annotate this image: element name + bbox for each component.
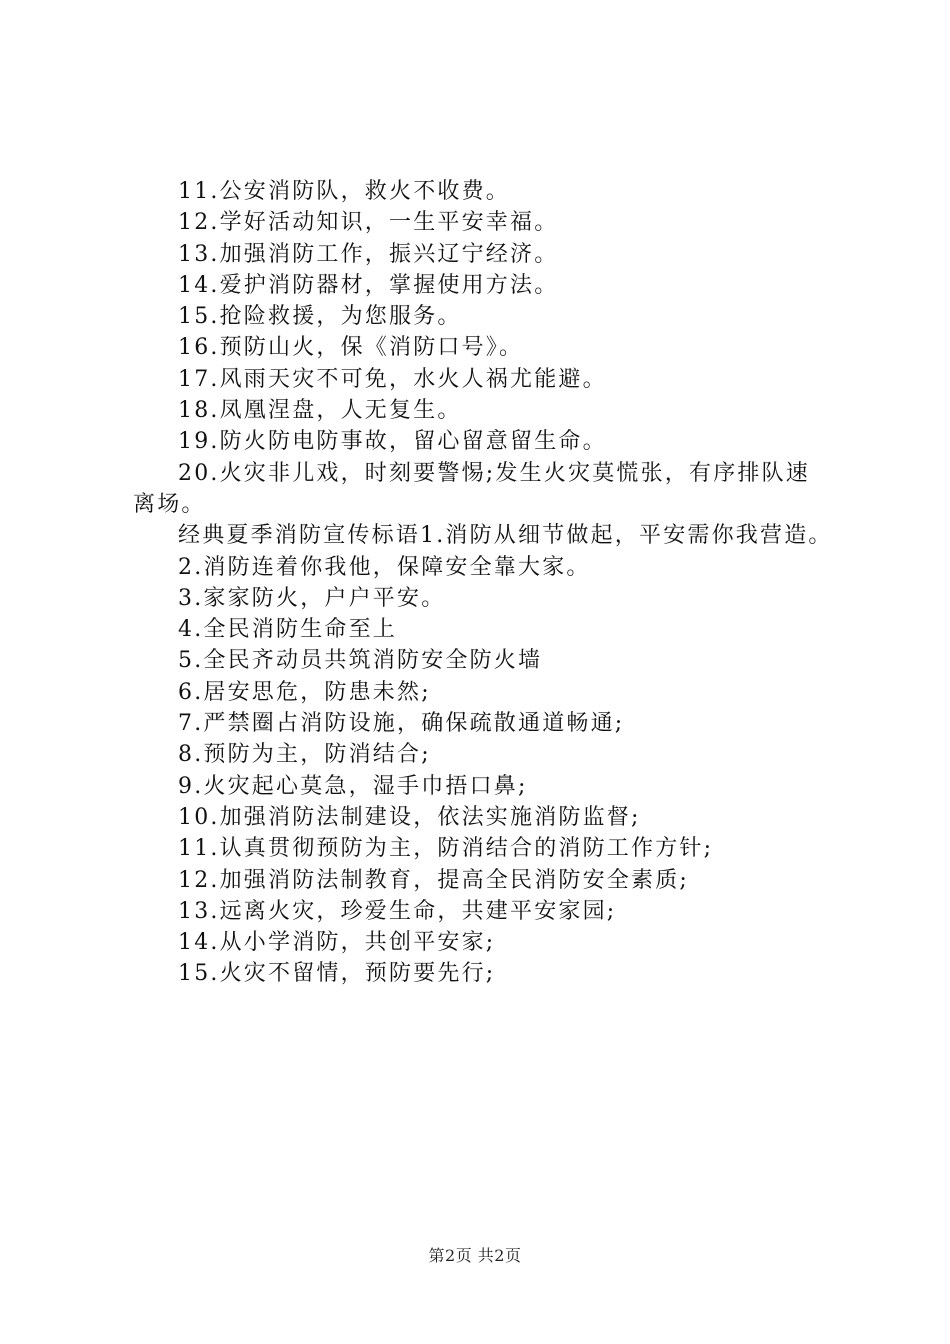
list-item: 12.学好活动知识，一生平安幸福。 — [178, 210, 559, 236]
list-item: 5.全民齐动员共筑消防安全防火墙 — [178, 648, 543, 674]
list-item: 15.火灾不留情，预防要先行; — [178, 961, 496, 987]
list-item: 11.认真贯彻预防为主，防消结合的消防工作方针; — [178, 836, 714, 862]
list-item: 6.居安思危，防患未然; — [178, 679, 431, 705]
list-item: 3.家家防火，户户平安。 — [178, 585, 446, 611]
list-item: 8.预防为主，防消结合; — [178, 742, 431, 768]
list-item: 9.火灾起心莫急，湿手巾捂口鼻; — [178, 773, 528, 799]
list-item: 14.从小学消防，共创平安家; — [178, 930, 496, 956]
list-item: 14.爱护消防器材，掌握使用方法。 — [178, 272, 559, 298]
section-heading-paragraph: 经典夏季消防宣传标语1.消防从细节做起，平安需你我营造。 — [178, 523, 833, 549]
list-item: 2.消防连着你我他，保障安全靠大家。 — [178, 554, 591, 580]
list-item: 13.远离火灾，珍爱生命，共建平安家园; — [178, 898, 617, 924]
list-item: 13.加强消防工作，振兴辽宁经济。 — [178, 241, 559, 267]
list-item: 18.凤凰涅盘，人无复生。 — [178, 398, 462, 424]
list-item: 16.预防山火，保《消防口号》。 — [178, 335, 524, 361]
document-body — [133, 176, 833, 990]
list-item: 12.加强消防法制教育，提高全民消防安全素质; — [178, 867, 690, 893]
list-item: 4.全民消防生命至上 — [178, 617, 397, 643]
list-item: 11.公安消防队，救火不收费。 — [178, 179, 510, 204]
paragraph-item-20: 20.火灾非儿戏，时刻要警惕;发生火灾莫慌张，有序排队速离场。 — [133, 460, 811, 517]
list-item: 15.抢险救援，为您服务。 — [178, 304, 462, 330]
list-item: 10.加强消防法制建设，依法实施消防监督; — [178, 804, 641, 830]
list-item: 19.防火防电防事故，留心留意留生命。 — [178, 429, 607, 455]
page-number-label: 第2页 共2页 — [428, 1246, 522, 1265]
page-footer — [0, 1243, 950, 1266]
list-item: 7.严禁圈占消防设施，确保疏散通道畅通; — [178, 711, 625, 737]
list-item: 17.风雨天灾不可免，水火人祸尤能避。 — [178, 366, 607, 392]
